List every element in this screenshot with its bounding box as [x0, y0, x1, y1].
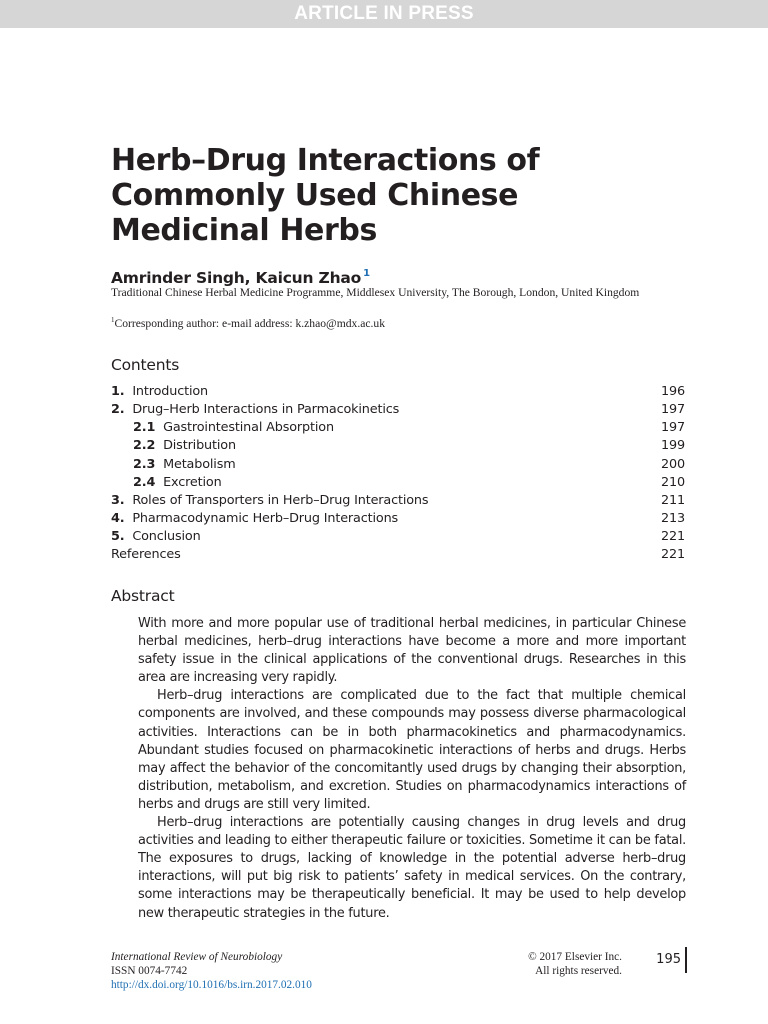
toc-label: Gastrointestinal Absorption: [163, 420, 334, 436]
toc-item-pharmacodynamic-interactions[interactable]: [111, 510, 685, 528]
toc-label: Drug–Herb Interactions in Parmacokinetics: [132, 402, 400, 418]
issn: ISSN 0074-7742: [111, 965, 188, 977]
toc-item-excretion[interactable]: [111, 474, 685, 492]
contents-heading: Contents: [111, 356, 180, 374]
toc-label: Excretion: [163, 474, 222, 490]
toc-page: 210: [661, 474, 685, 490]
affiliation: Traditional Chinese Herbal Medicine Programme, Middlesex University, The Borough, London, United Kingdom: [111, 286, 640, 299]
page-number: 195: [656, 952, 681, 967]
footer-citation: [111, 950, 312, 992]
toc-number: 2.1: [133, 420, 156, 436]
author-footnote-marker[interactable]: 1: [363, 268, 370, 279]
abstract-paragraph: Herb–drug interactions are complicated due to the fact that multiple chemical components are involved, and these compounds may possess diverse pharmacological activities. Interactions can be in both pharmacokinetics and pharmacodynamics. Abundant studies focused on pharmacokinetic interactions of herbs and drugs. Herbs may affect the behavior of the concomitantly used drugs by changing their absorption, distribution, metabolism, and excretion. Studies on pharmacodynamics interactions of herbs and drugs are still very limited.: [138, 688, 686, 812]
journal-name: International Review of Neurobiology: [111, 951, 283, 963]
abstract-paragraph: Herb–drug interactions are potentially causing changes in drug levels and drug activities and leading to either therapeutic failure or toxicities. Sometime it can be fatal. The exposures to drugs, lacking of knowledge in the potential adverse herb–drug interactions, will put big risk to patients’ safety in medical services. On the contrary, some interactions may be therapeutically beneficial. It may be used to help develop new therapeutic strategies in the future.: [138, 815, 686, 921]
article-in-press-banner: ARTICLE IN PRESS: [0, 0, 768, 28]
toc-page: 221: [661, 529, 685, 545]
toc-label: Metabolism: [163, 456, 236, 472]
copyright-line: © 2017 Elsevier Inc.: [528, 951, 622, 963]
toc-item-distribution[interactable]: [111, 437, 685, 455]
rights-line: All rights reserved.: [535, 965, 622, 977]
toc-number: 4.: [111, 510, 125, 526]
article-title: Herb–Drug Interactions of Commonly Used Chinese Medicinal Herbs: [111, 143, 540, 248]
toc-item-gastrointestinal-absorption[interactable]: [111, 419, 685, 437]
page-number-divider: [685, 947, 687, 973]
abstract-paragraph: With more and more popular use of traditional herbal medicines, in particular Chinese herbal medicines, herb–drug interactions have become a more and more important safety issue in the clinical applications of the conventional drugs. Researches in this area are increasing very rapidly.: [138, 616, 686, 686]
footer-copyright: [490, 950, 622, 978]
toc-number: 2.: [111, 402, 125, 418]
toc-page: 211: [661, 492, 685, 508]
corresponding-author: [111, 313, 385, 331]
corresponding-marker: 1: [111, 316, 115, 324]
toc-number: 5.: [111, 529, 125, 545]
toc-page: 196: [661, 384, 685, 399]
toc-page: 197: [661, 402, 685, 418]
toc-label: Conclusion: [132, 529, 201, 545]
toc-number: 2.2: [133, 438, 156, 454]
corresponding-text: Corresponding author: e-mail address: k.zhao@mdx.ac.uk: [114, 316, 386, 330]
toc-label: Roles of Transporters in Herb–Drug Interactions: [132, 492, 429, 508]
toc-label: Distribution: [163, 438, 236, 454]
table-of-contents: [111, 383, 685, 564]
abstract-body: [138, 615, 686, 923]
toc-page: 221: [661, 547, 685, 563]
toc-label: References: [111, 547, 181, 563]
toc-number: 1.: [111, 384, 125, 399]
doi-link[interactable]: http://dx.doi.org/10.1016/bs.irn.2017.02.010: [111, 979, 312, 991]
toc-label: Introduction: [132, 384, 209, 399]
toc-item-metabolism[interactable]: [111, 456, 685, 474]
toc-number: 2.3: [133, 456, 156, 472]
toc-page: 213: [661, 510, 685, 526]
toc-label: Pharmacodynamic Herb–Drug Interactions: [132, 510, 399, 526]
abstract-heading: Abstract: [111, 587, 175, 605]
toc-item-references[interactable]: [111, 546, 685, 564]
toc-item-roles-of-transporters[interactable]: [111, 492, 685, 510]
toc-page: 197: [661, 420, 685, 436]
toc-number: 2.4: [133, 474, 156, 490]
toc-page: 200: [661, 456, 685, 472]
toc-item-introduction[interactable]: [111, 383, 685, 401]
toc-number: 3.: [111, 492, 125, 508]
toc-item-drug-herb-interactions[interactable]: [111, 401, 685, 419]
toc-item-conclusion[interactable]: [111, 528, 685, 546]
toc-page: 199: [661, 438, 685, 454]
author-names: Amrinder Singh, Kaicun Zhao: [111, 269, 362, 287]
